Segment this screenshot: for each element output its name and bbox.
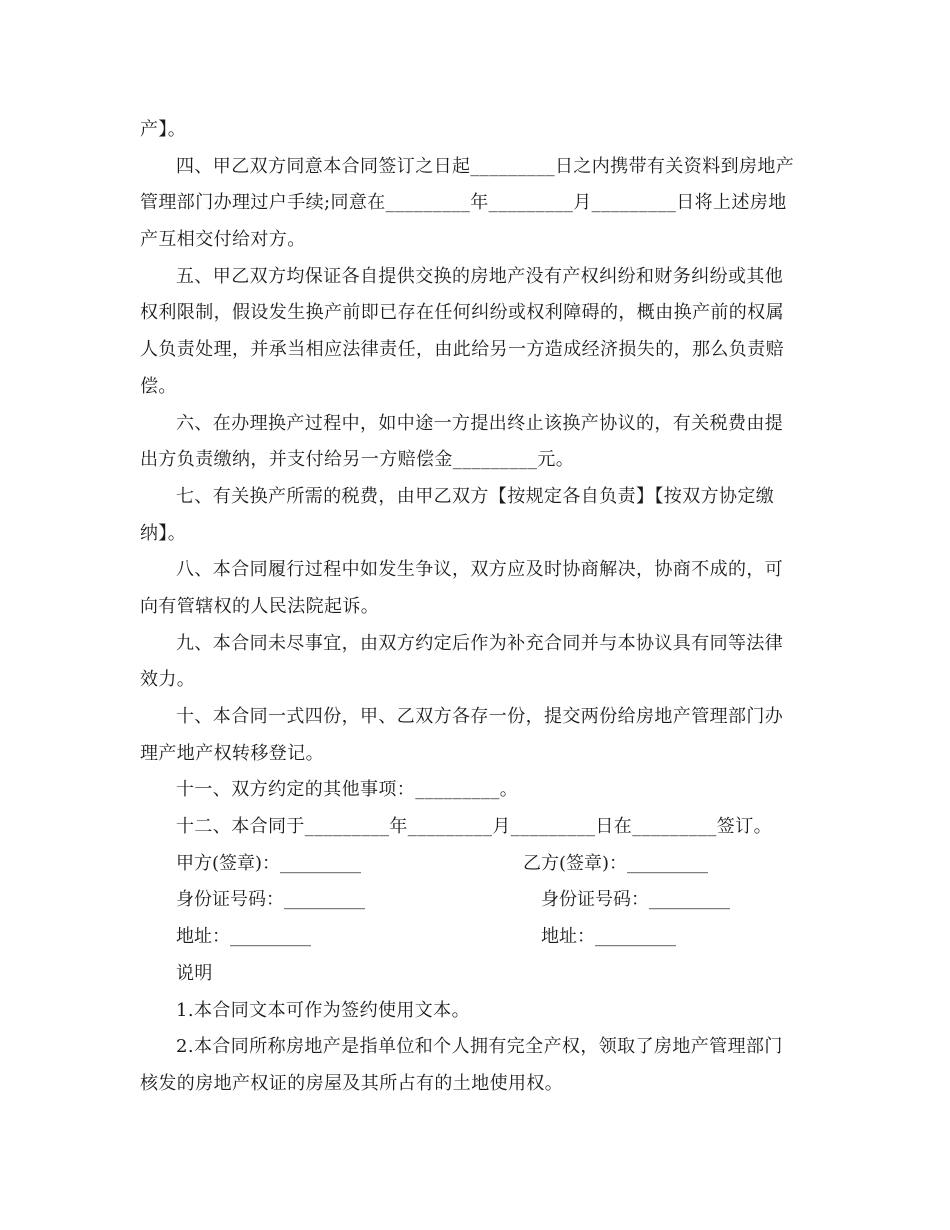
text-line: 偿。: [140, 375, 177, 397]
text-line: 纳】。: [140, 522, 187, 544]
clause-8: 八、本合同履行过程中如发生争议，双方应及时协商解决，协商不成的，可: [176, 559, 784, 581]
clause-11: 十一、双方约定的其他事项：_________。: [176, 779, 519, 801]
note-item-2-cont: 核发的房地产权证的房屋及其所占有的土地使用权。: [140, 1072, 564, 1094]
clause-4: 四、甲乙双方同意本合同签订之日起_________日之内携带有关资料到房地产: [176, 155, 795, 177]
clause-9: 九、本合同未尽事宜，由双方约定后作为补充合同并与本协议具有同等法律: [176, 632, 784, 654]
clause-7: 七、有关换产所需的税费，由甲乙双方【按规定各自负责】【按双方协定缴: [176, 485, 775, 507]
text-line: 效力。: [140, 669, 196, 691]
notes-heading: 说明: [176, 962, 213, 984]
signature-row-party: [140, 846, 805, 883]
text-line: 产】。: [140, 119, 187, 140]
text-line: 管理部门办理过户手续;同意在_________年_________月_________日将上述房地: [140, 192, 787, 214]
signature-row-address: [140, 919, 805, 956]
signature-row-id: [140, 882, 805, 919]
clause-10: 十、本合同一式四份，甲、乙双方各存一份，提交两份给房地产管理部门办: [176, 706, 784, 727]
clause-6: 六、在办理换产过程中，如中途一方提出终止该换产协议的，有关税费由提: [176, 412, 784, 434]
party-b-address: 地址：_________: [541, 926, 676, 948]
text-line: 人负责处理，并承当相应法律责任，由此给另一方造成经济损失的，那么负责赔: [140, 339, 784, 361]
text-line: 权利限制，假设发生换产前即已存在任何纠纷或权利障碍的，概由换产前的权属: [140, 302, 784, 324]
clause-12: 十二、本合同于_________年_________月_________日在_________签订。: [176, 816, 772, 838]
text-line: 产互相交付给对方。: [140, 229, 306, 251]
text-line: 理产地产权转移登记。: [140, 742, 324, 764]
note-item-1: 1.本合同文本可作为签约使用文本。: [176, 999, 470, 1021]
text-line: 出方负责缴纳，并支付给另一方赔偿金_________元。: [140, 449, 575, 471]
contract-page: [140, 112, 805, 1103]
party-a-id-number: 身份证号码：_________: [176, 889, 365, 911]
party-b-id-number: 身份证号码：_________: [541, 889, 730, 911]
party-a-address: 地址：_________: [176, 926, 311, 948]
text-line: 向有管辖权的人民法院起诉。: [140, 595, 380, 617]
note-item-2: 2.本合同所称房地产是指单位和个人拥有完全产权，领取了房地产管理部门: [176, 1036, 783, 1058]
party-b-signature: 乙方(签章)：_________: [523, 852, 709, 874]
clause-5: 五、甲乙双方均保证各自提供交换的房地产没有产权纠纷和财务纠纷或其他: [176, 265, 784, 287]
party-a-signature: 甲方(签章)：_________: [176, 852, 362, 874]
